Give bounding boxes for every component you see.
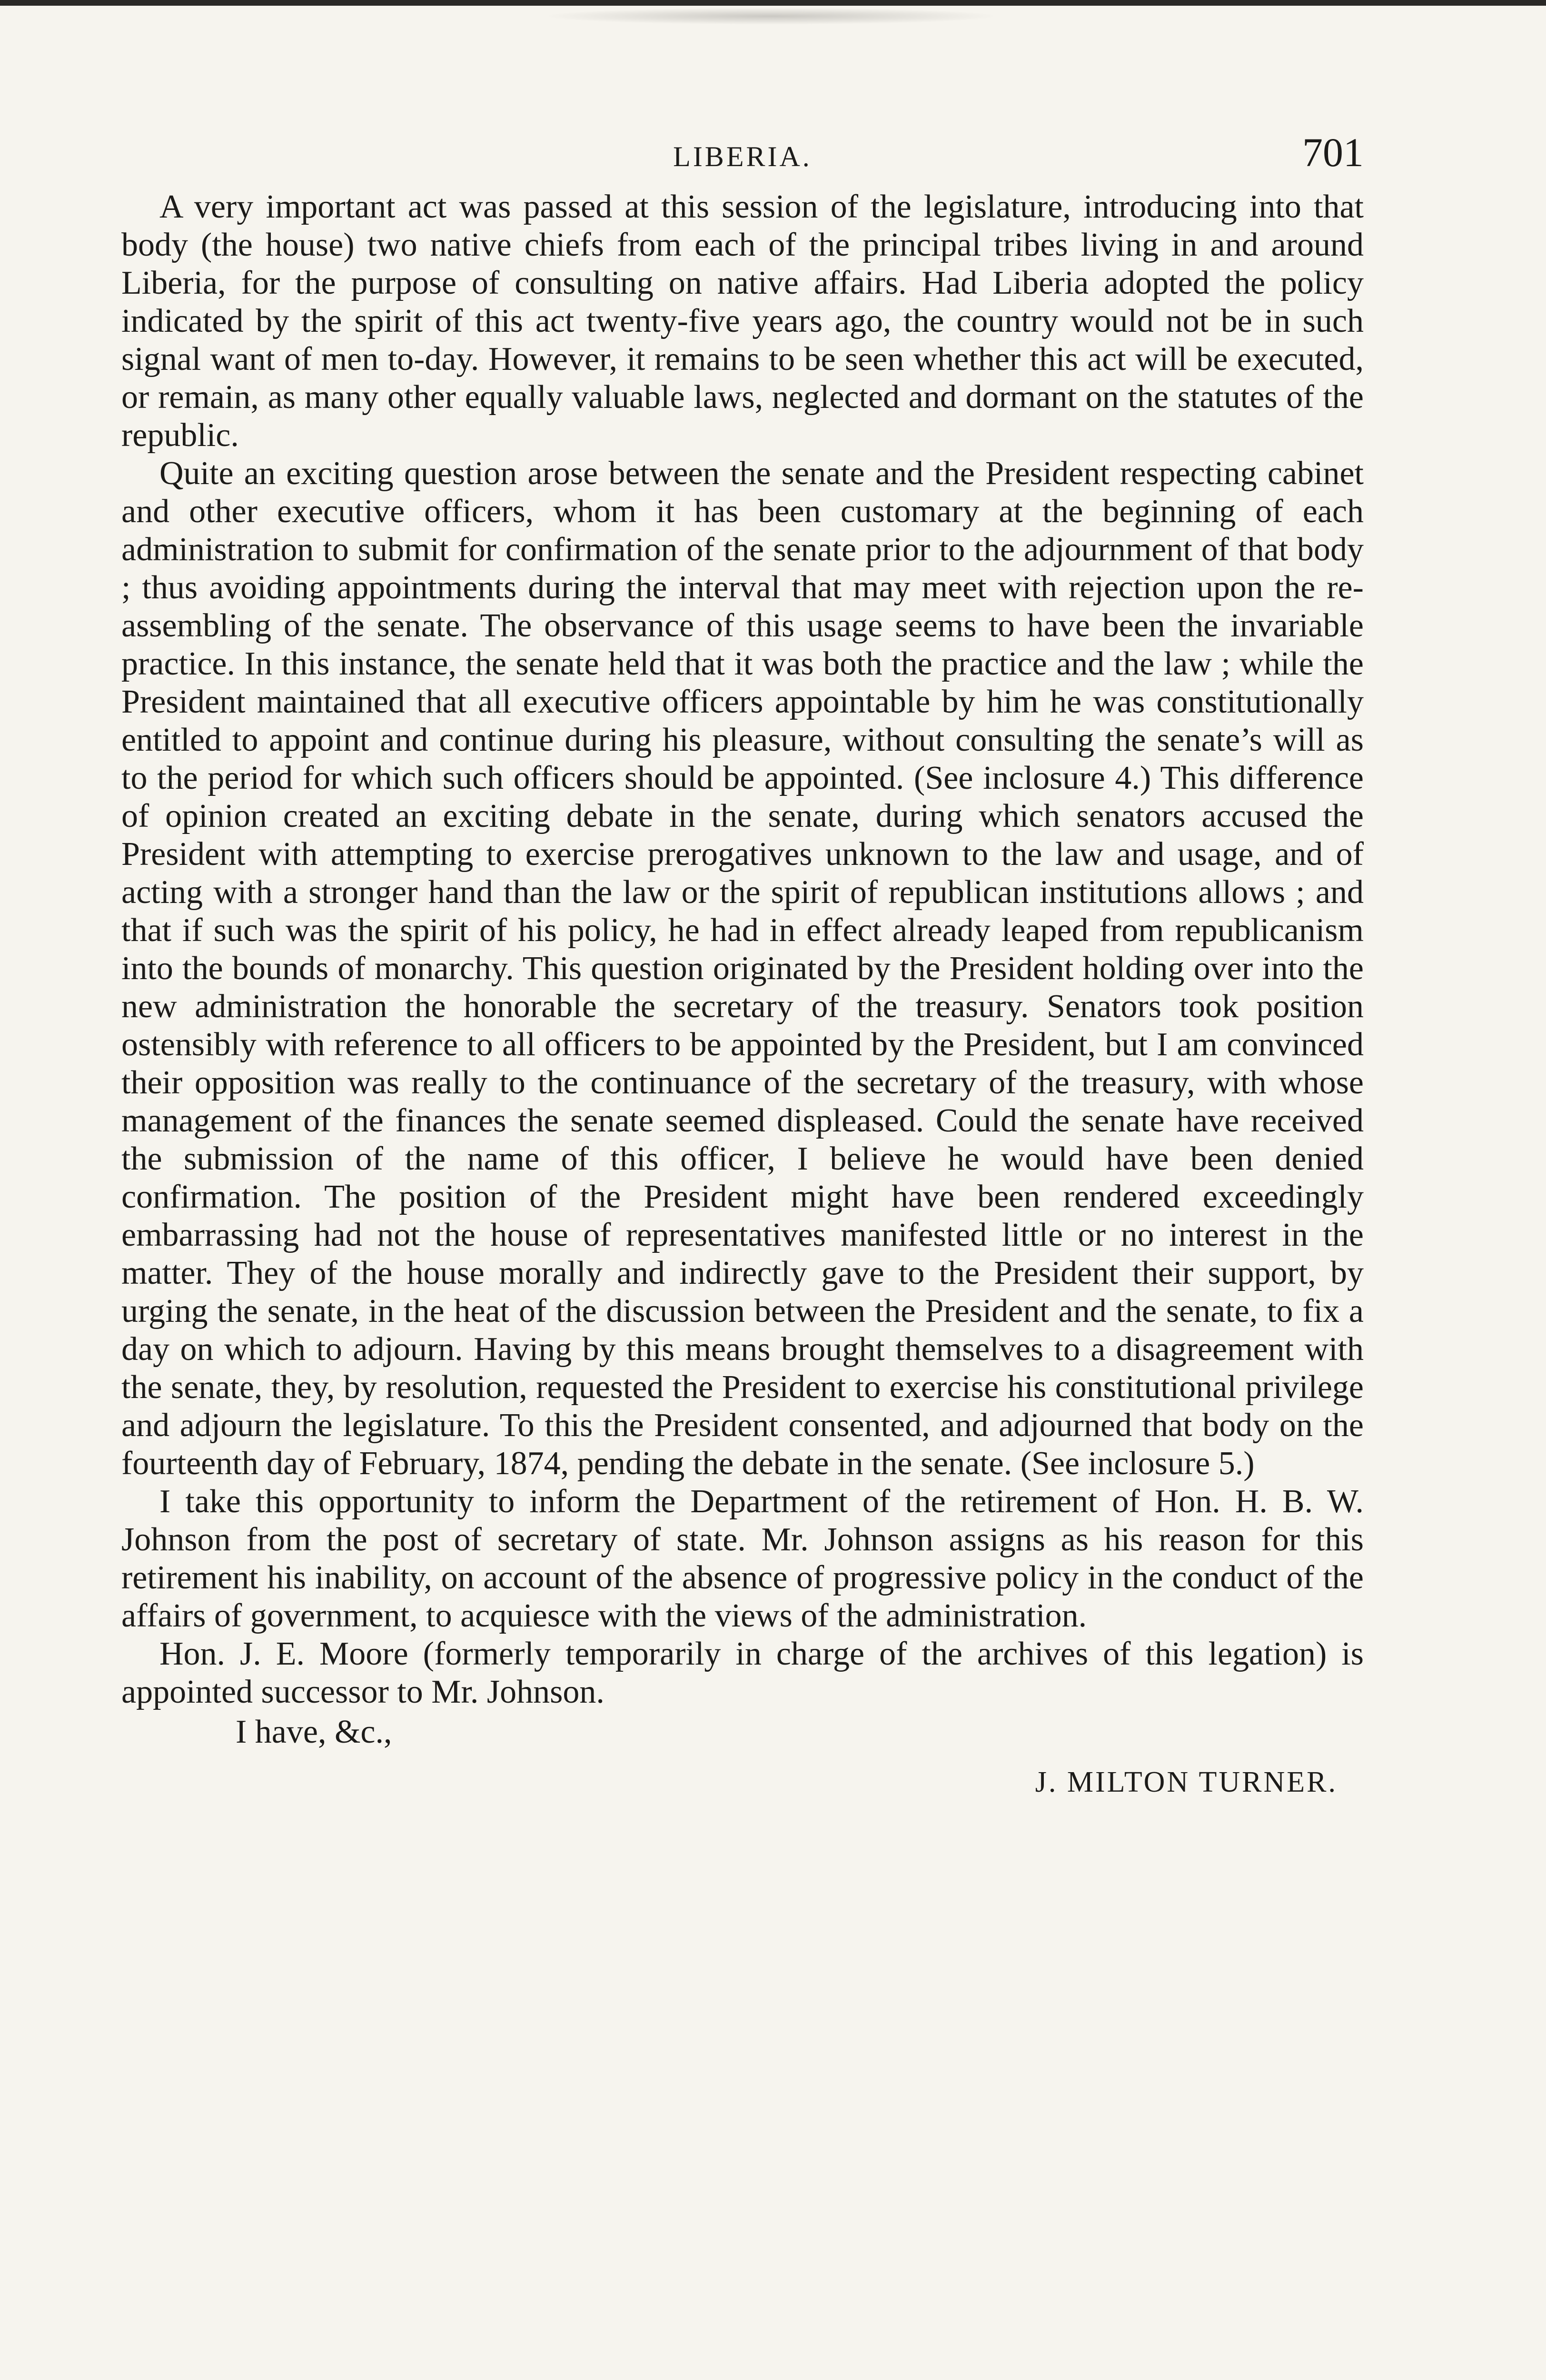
body-text bbox=[121, 188, 1364, 1711]
signature: J. MILTON TURNER. bbox=[1035, 1766, 1338, 1798]
document-page bbox=[121, 121, 1364, 1799]
paragraph-senate-president-dispute: Quite an exciting question arose between the senate and the President respecting cabinet and other executive officers, whom it has been customary at the beginning of each administration to submit for confirmation of the senate prior to the adjournment of that body ; thus avoiding appointments during the interval that may meet with rejection upon the re-assembling of the senate. The observance of this usage seems to have been the invariable practice. In this instance, the senate held that it was both the practice and the law ; while the President maintained that all executive officers appointable by him he was constitutionally entitled to appoint and continue during his pleasure, without consulting the senate’s will as to the period for which such officers should be appointed. (See inclosure 4.) This difference of opinion created an exciting debate in the senate, during which senators accused the President with attempting to exercise prerogatives unknown to the law and usage, and of acting with a stronger hand than the law or the spirit of republican institutions allows ; and that if such was the spirit of his policy, he had in effect already leaped from republicanism into the bounds of monarchy. This question originated by the President holding over into the new administration the honorable the secretary of the treasury. Senators took position ostensibly with reference to all officers to be appointed by the President, but I am convinced their opposition was really to the continuance of the secretary of the treasury, with whose management of the finances the senate seemed displeased. Could the senate have received the submission of the name of this officer, I believe he would have been denied confirmation. The position of the President might have been rendered exceedingly embarrassing had not the house of representatives manifested little or no interest in the matter. They of the house morally and indirectly gave to the President their support, by urging the senate, in the heat of the discussion between the President and the senate, to fix a day on which to adjourn. Having by this means brought themselves to a disagreement with the senate, they, by resolution, requested the President to exercise his constitutional privilege and adjourn the legislature. To this the President consented, and adjourned that body on the fourteenth day of February, 1874, pending the debate in the senate. (See inclosure 5.) bbox=[121, 455, 1364, 1482]
running-title: LIBERIA. bbox=[673, 141, 812, 172]
page-number: 701 bbox=[1302, 129, 1364, 175]
paragraph-moore-successor: Hon. J. E. Moore (formerly temporarily in charge of the archives of this legation) is appointed successor to Mr. Johnson. bbox=[121, 1636, 1364, 1710]
running-head bbox=[121, 121, 1364, 188]
paragraph-native-chiefs-act: A very important act was passed at this session of the legislature, introducing into that body (the house) two native chiefs from each of the principal tribes living in and around Liberia, for the purpose of consulting on native affairs. Had Liberia adopted the policy indicated by the spirit of this act twenty-five years ago, the country would not be in such signal want of men to-day. However, it remains to be seen whether this act will be executed, or remain, as many other equally valuable laws, neglected and dormant on the statutes of the republic. bbox=[121, 188, 1364, 454]
scan-smudge bbox=[543, 8, 1000, 25]
paragraph-johnson-retirement: I take this opportunity to inform the Department of the retirement of Hon. H. B. W. Johnson from the post of secretary of state. Mr. Johnson assigns as his reason for this retirement his inability, on account of the absence of progressive policy in the conduct of the affairs of government, to acquiesce with the views of the administration. bbox=[121, 1483, 1364, 1634]
top-edge-rule bbox=[0, 0, 1546, 6]
closing-salutation: I have, &c., bbox=[236, 1714, 392, 1750]
